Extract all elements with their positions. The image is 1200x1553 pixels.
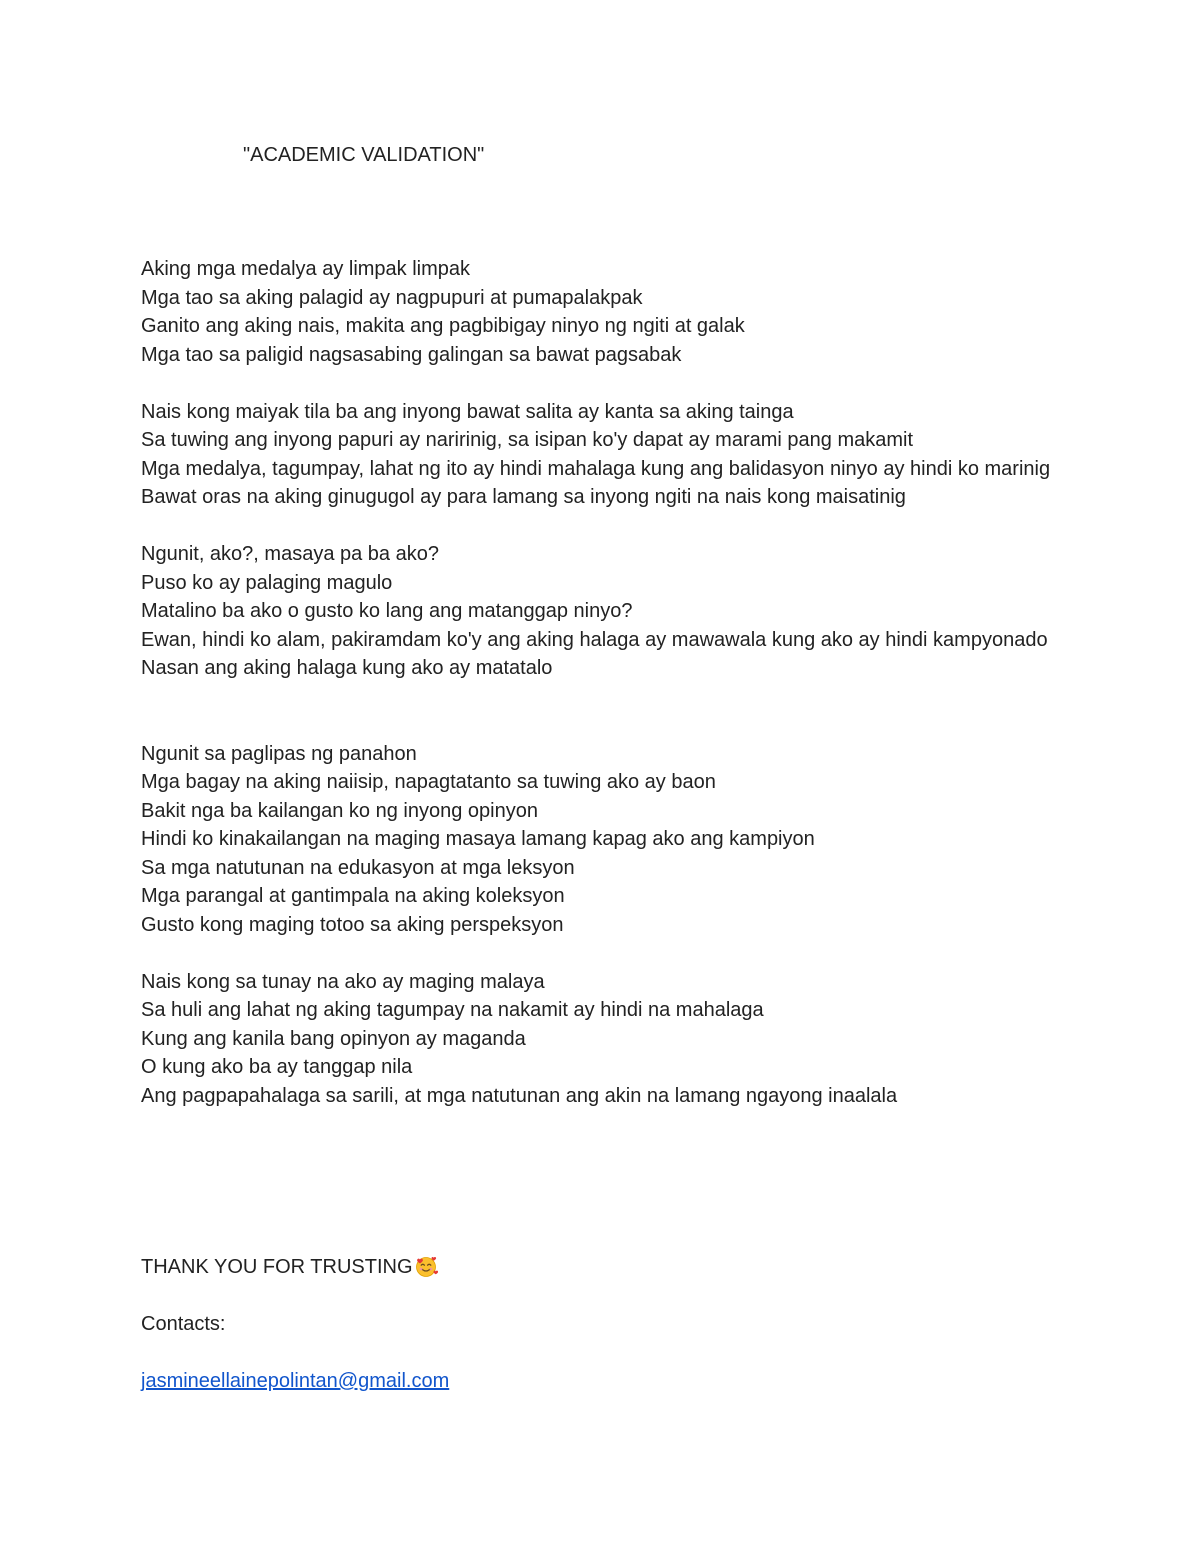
poem-line: Nais kong sa tunay na ako ay maging malaya xyxy=(141,970,545,993)
stanza-2 xyxy=(141,398,1061,512)
poem-line: Sa huli ang lahat ng aking tagumpay na nakamit ay hindi na mahalaga xyxy=(141,999,764,1021)
poem-line: Mga medalya, tagumpay, lahat ng ito ay hindi mahalaga kung ang balidasyon ninyo ay hindi ko marinig xyxy=(141,457,1051,480)
poem-line: Ewan, hindi ko alam, pakiramdam ko'y ang aking halaga ay mawawala kung ako ay hindi kampyonado xyxy=(141,628,1048,651)
poem-line: Bawat oras na aking ginugugol ay para lamang sa inyong ngiti na nais kong maisatinig xyxy=(141,486,906,508)
poem-line: Hindi ko kinakailangan na maging masaya lamang kapag ako ang kampiyon xyxy=(141,828,815,850)
poem-line: Ngunit sa paglipas ng panahon xyxy=(141,742,417,765)
poem-line: Sa mga natutunan na edukasyon at mga leksyon xyxy=(141,856,575,879)
poem-line: Matalino ba ako o gusto ko lang ang matanggap ninyo? xyxy=(141,600,633,622)
thanks-text: THANK YOU FOR TRUSTING xyxy=(141,1256,413,1278)
stanza-3 xyxy=(141,540,1061,683)
stanza-5 xyxy=(141,968,1061,1111)
poem-line: Ang pagpapahalaga sa sarili, at mga natutunan ang akin na lamang ngayong inaalala xyxy=(141,1084,898,1107)
thanks-line xyxy=(141,1253,1061,1282)
poem-line: Nais kong maiyak tila ba ang inyong bawat salita ay kanta sa aking tainga xyxy=(141,400,794,423)
poem-line: Ngunit, ako?, masaya pa ba ako? xyxy=(141,543,439,565)
poem-line: Ganito ang aking nais, makita ang pagbibigay ninyo ng ngiti at galak xyxy=(141,315,745,337)
poem-line: Sa tuwing ang inyong papuri ay naririnig, sa isipan ko'y dapat ay marami pang makamit xyxy=(141,429,914,451)
poem-body xyxy=(141,255,1061,1139)
poem-line: Gusto kong maging totoo sa aking perspeksyon xyxy=(141,913,564,936)
poem-line: Puso ko ay palaging magulo xyxy=(141,571,393,594)
contacts-label: Contacts: xyxy=(141,1313,226,1335)
poem-title: "ACADEMIC VALIDATION" xyxy=(243,144,485,166)
poem-line: Aking mga medalya ay limpak limpak xyxy=(141,258,471,280)
stanza-1 xyxy=(141,255,1061,369)
poem-line: Mga tao sa aking palagid ay nagpupuri at pumapalakpak xyxy=(141,286,643,309)
smiling-face-with-hearts-icon xyxy=(414,1255,438,1277)
closing-section xyxy=(141,1253,1061,1424)
poem-line: O kung ako ba ay tanggap nila xyxy=(141,1056,413,1078)
email-link[interactable]: jasmineellainepolintan@gmail.com xyxy=(141,1370,450,1392)
poem-line: Mga tao sa paligid nagsasabing galingan sa bawat pagsabak xyxy=(141,343,682,366)
email-row xyxy=(141,1367,1061,1396)
poem-line: Mga parangal at gantimpala na aking koleksyon xyxy=(141,885,565,907)
poem-line: Nasan ang aking halaga kung ako ay matatalo xyxy=(141,657,553,679)
poem-line: Kung ang kanila bang opinyon ay maganda xyxy=(141,1027,526,1050)
poem-line: Bakit nga ba kailangan ko ng inyong opinyon xyxy=(141,799,538,822)
poem-line: Mga bagay na aking naiisip, napagtatanto sa tuwing ako ay baon xyxy=(141,771,716,793)
stanza-4 xyxy=(141,740,1061,940)
